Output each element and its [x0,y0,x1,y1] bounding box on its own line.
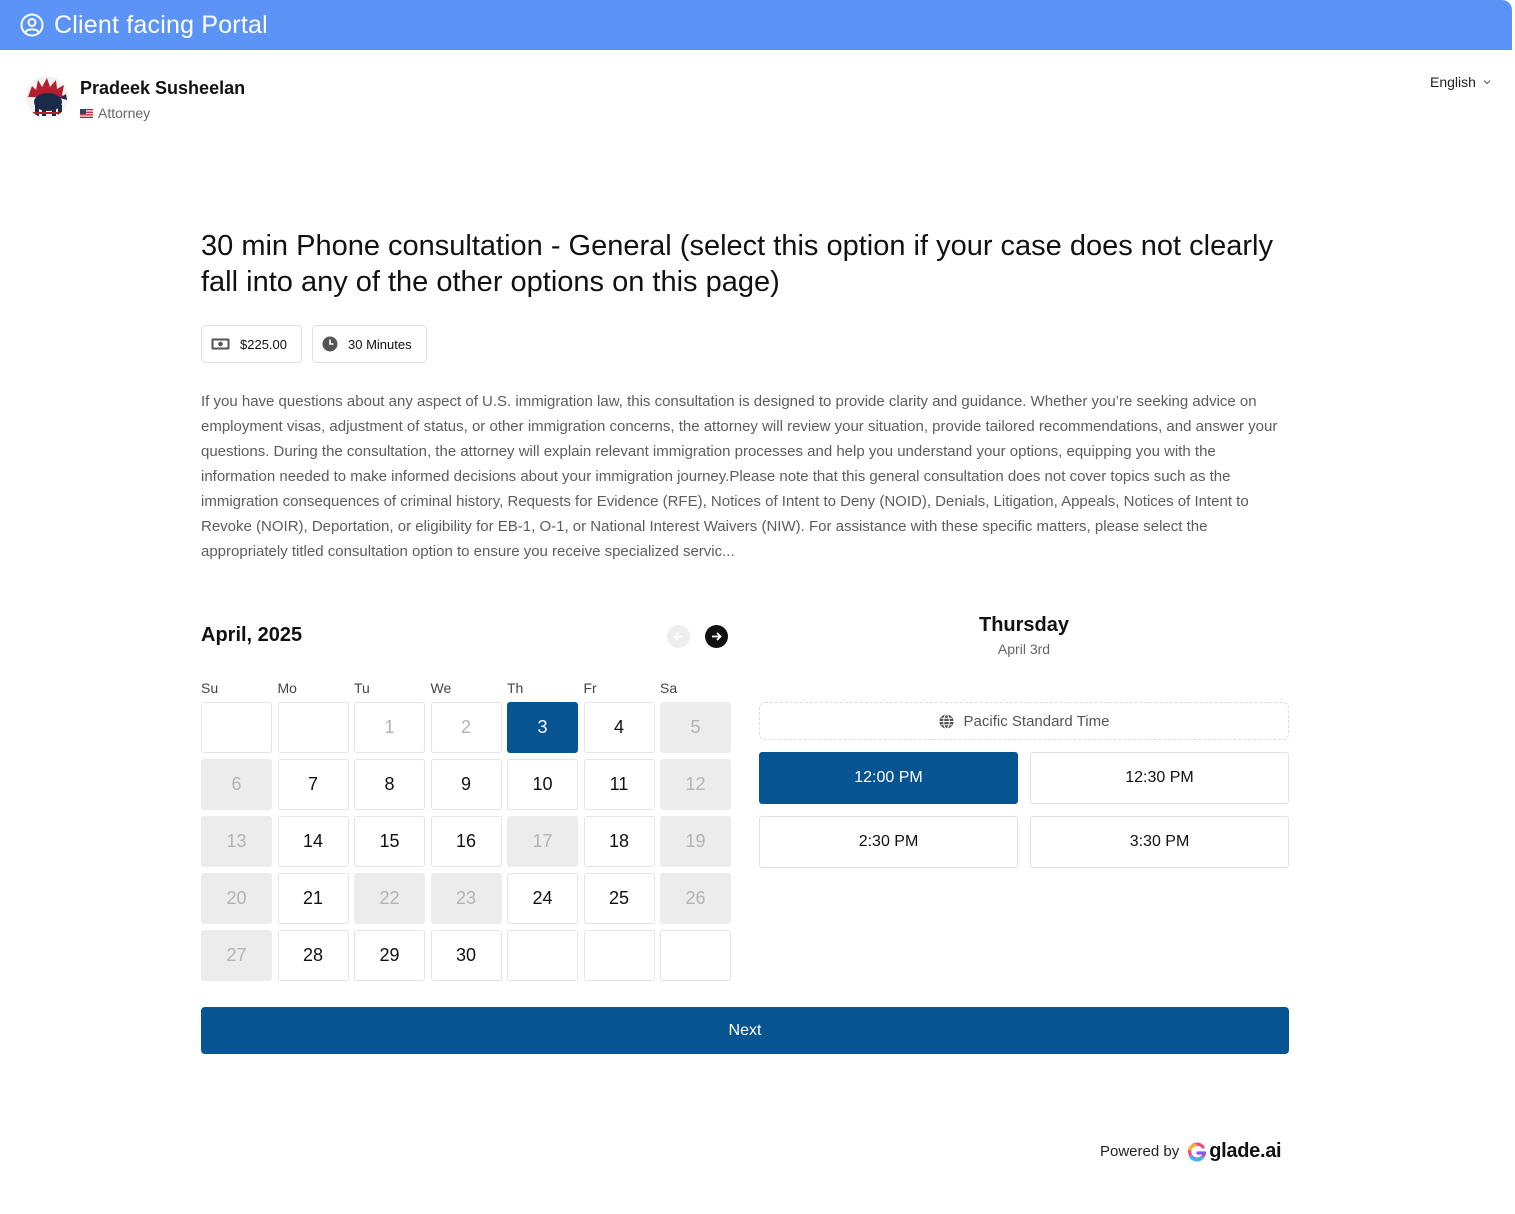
calendar-day[interactable]: 8 [354,759,425,810]
time-slot-button[interactable]: 3:30 PM [1030,816,1289,868]
calendar-day: 2 [431,702,502,753]
weekday-label: Tu [354,680,370,696]
user-circle-icon [20,13,44,37]
calendar-day: 6 [201,759,272,810]
attorney-role [80,105,245,121]
powered-by [1100,1140,1281,1163]
arrow-left-icon [673,631,684,642]
clock-icon [322,336,338,352]
calendar-empty-cell [201,702,272,753]
prev-month-button[interactable] [667,625,690,648]
calendar-day: 27 [201,930,272,981]
attorney-role-label: Attorney [98,105,151,121]
calendar-day: 13 [201,816,272,867]
avatar [26,76,68,118]
calendar-month-label: April, 2025 [201,624,303,646]
language-label: English [1430,74,1476,90]
service-meta [201,325,427,363]
service-title: 30 min Phone consultation - General (select this option if your case does not clearly fall into any of the other options on this page) [201,230,1273,298]
attorney-profile [26,76,245,121]
weekday-label: Th [507,680,524,696]
timezone-label: Pacific Standard Time [963,712,1110,730]
calendar-day[interactable]: 9 [431,759,502,810]
selected-weekday: Thursday [978,614,1070,636]
calendar-day[interactable]: 11 [584,759,655,810]
next-month-button[interactable] [705,625,728,648]
service-description: If you have questions about any aspect of U.S. immigration law, this consultation is designed to provide clarity and guidance. Whether you’re seeking advice on employment visas, adjustment of status, or other immigration concerns, the attorney will review your situation, provide tailored recommendations, and answer your questions. During the consultation, the attorney will explain relevant immigration processes and help you understand your options, equipping you with the information needed to make informed decisions about your immigration journey.Please note that this general consultation does not cover topics such as the immigration consequences of criminal history, Requests for Evidence (RFE), Notices of Intent to Deny (NOID), Denials, Litigation, Appeals, Notices of Intent to Revoke (NOIR), Deportation, or eligibility for EB-1, O-1, or National Interest Waivers (NIW). For assistance with these specific matters, please select the appropriately titled consultation option to ensure you receive specialized servic... [201,393,1278,560]
calendar-day[interactable]: 7 [278,759,349,810]
portal-title: Client facing Portal [54,10,268,39]
calendar-day: 12 [660,759,731,810]
next-button[interactable]: Next [201,1007,1289,1054]
calendar-day[interactable]: 16 [431,816,502,867]
powered-by-label: Powered by [1100,1143,1180,1160]
brand-name[interactable]: glade.ai [1209,1140,1282,1162]
calendar-empty-cell [660,930,731,981]
calendar-day: 23 [431,873,502,924]
calendar-day[interactable]: 4 [584,702,655,753]
us-flag-icon [80,109,93,118]
globe-icon [939,714,954,729]
top-bar [0,0,1512,50]
calendar-day[interactable]: 21 [278,873,349,924]
selected-date: April 3rd [997,641,1051,657]
arrow-right-icon [711,631,722,642]
calendar-day[interactable]: 18 [584,816,655,867]
calendar-day: 26 [660,873,731,924]
calendar-day[interactable]: 30 [431,930,502,981]
time-slot-button[interactable]: 12:00 PM [759,752,1018,804]
duration-label: 30 Minutes [348,336,412,352]
price-label: $225.00 [240,336,287,352]
weekday-label: We [430,680,452,696]
calendar-day: 5 [660,702,731,753]
time-slot-button[interactable]: 2:30 PM [759,816,1018,868]
calendar-empty-cell [278,702,349,753]
calendar-empty-cell [507,930,578,981]
calendar-day[interactable]: 10 [507,759,578,810]
language-selector[interactable] [1430,74,1491,90]
weekday-label: Fr [583,680,597,696]
calendar-empty-cell [584,930,655,981]
glade-logo-icon [1187,1142,1207,1162]
duration-chip [312,325,427,363]
calendar-day[interactable]: 28 [278,930,349,981]
weekday-label: Su [201,680,219,696]
calendar-day[interactable]: 29 [354,930,425,981]
chevron-down-icon [1483,78,1491,86]
calendar-day[interactable]: 14 [278,816,349,867]
calendar-day: 1 [354,702,425,753]
calendar-day: 17 [507,816,578,867]
calendar-day: 20 [201,873,272,924]
calendar-day[interactable]: 3 [507,702,578,753]
money-icon [211,338,230,350]
time-slot-button[interactable]: 12:30 PM [1030,752,1289,804]
calendar-day: 22 [354,873,425,924]
timezone-selector[interactable] [759,702,1289,740]
weekday-label: Mo [277,680,297,696]
calendar-day: 19 [660,816,731,867]
price-chip [201,325,302,363]
calendar-day[interactable]: 24 [507,873,578,924]
attorney-name: Pradeek Susheelan [80,78,246,98]
calendar-day[interactable]: 25 [584,873,655,924]
calendar-day[interactable]: 15 [354,816,425,867]
weekday-label: Sa [660,680,678,696]
